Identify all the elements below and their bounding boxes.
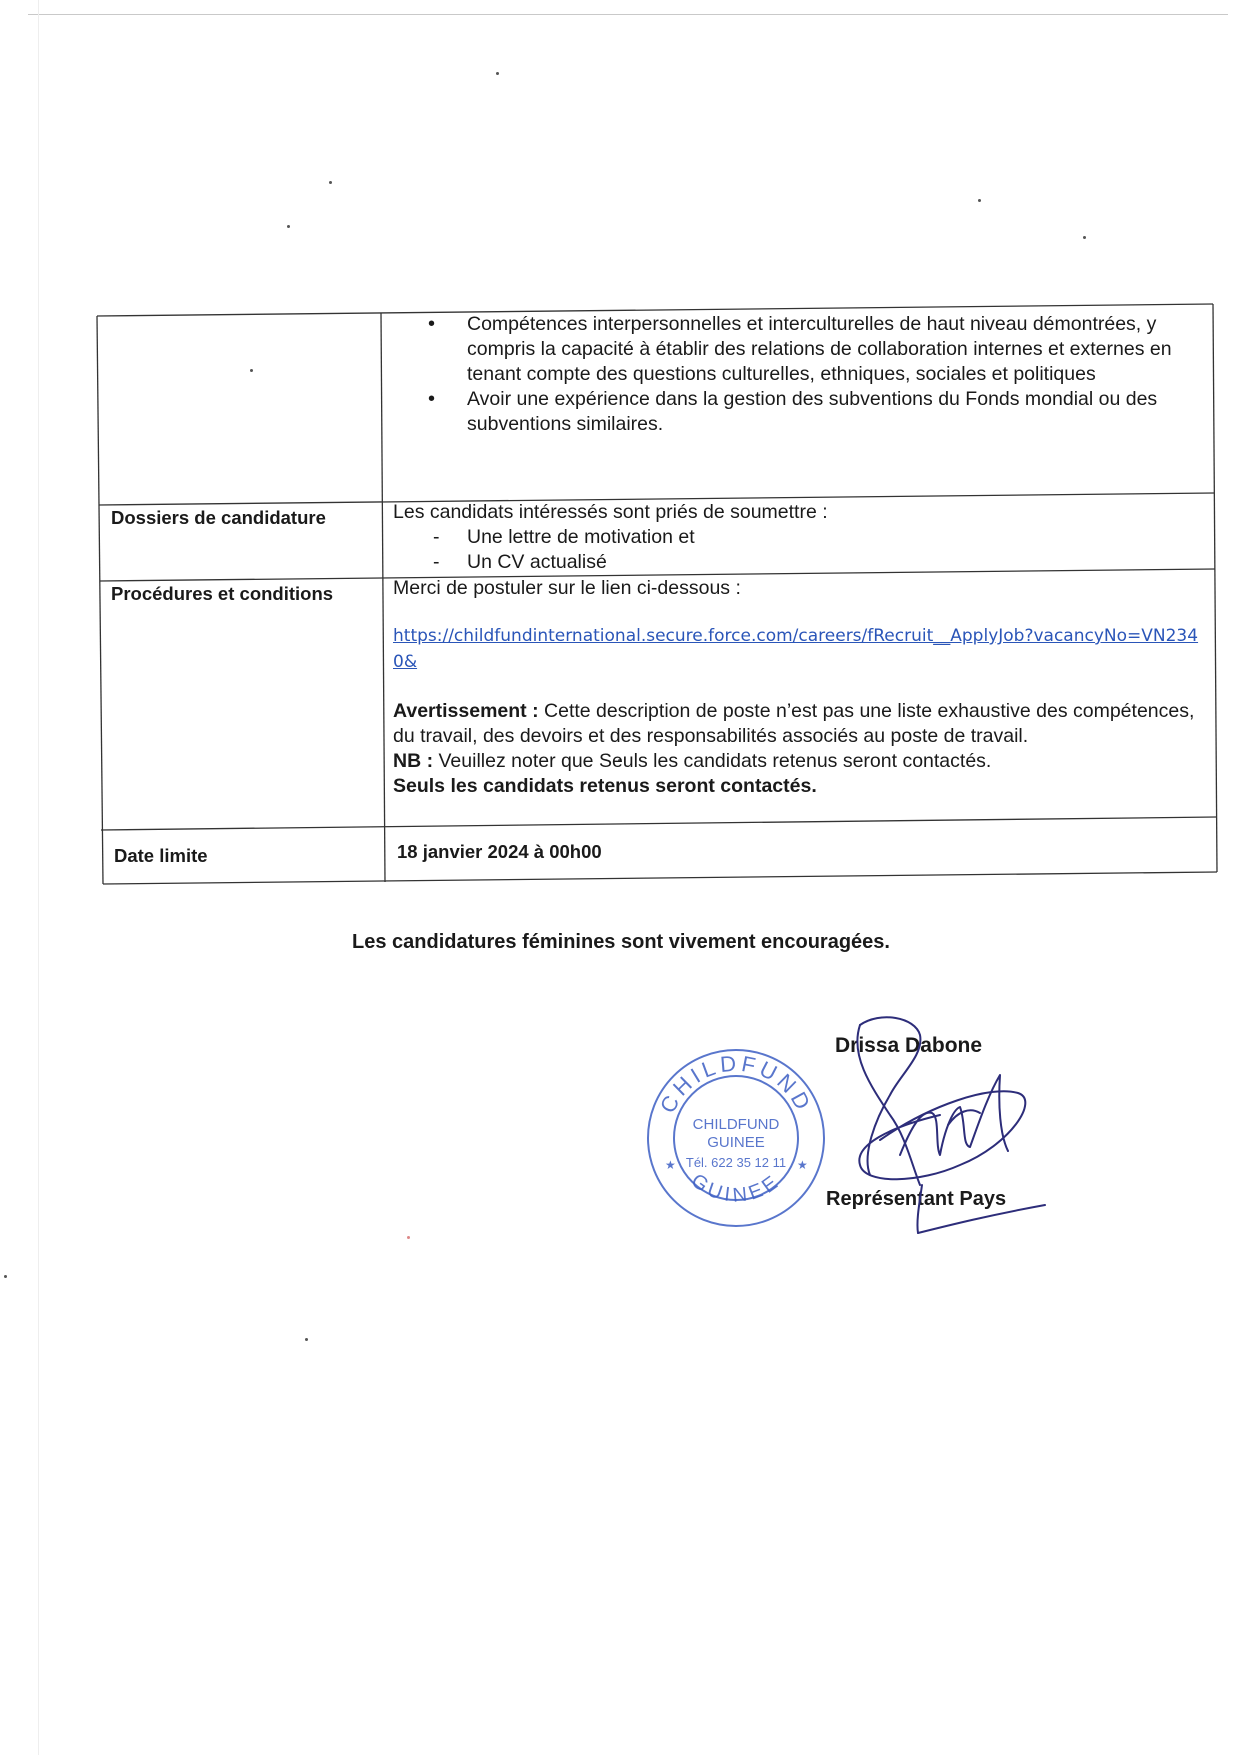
apply-link[interactable]: https://childfundinternational.secure.force.com/careers/fRecruit__ApplyJob?vacancyNo=VN2340& xyxy=(393,626,1199,672)
application-files-label: Dossiers de candidature xyxy=(111,507,326,528)
svg-text:CHILDFUND: CHILDFUND xyxy=(692,1116,780,1133)
closing-statement: Les candidatures féminines sont vivement encouragées. xyxy=(352,931,890,953)
signer-name: Drissa Dabone xyxy=(835,1034,983,1057)
procedures-label: Procédures et conditions xyxy=(111,583,334,604)
deadline-value: 18 janvier 2024 à 00h00 xyxy=(397,841,602,862)
scan-speck xyxy=(329,181,332,184)
application-file-item: - Une lettre de motivation et xyxy=(433,525,1193,550)
nb-paragraph xyxy=(393,749,1203,774)
deadline-label: Date limite xyxy=(114,845,208,866)
svg-text:Tél. 622 35 12 11: Tél. 622 35 12 11 xyxy=(685,1155,787,1170)
childfund-stamp xyxy=(643,1045,829,1231)
scan-speck xyxy=(4,1275,7,1278)
signer-role: Représentant Pays xyxy=(826,1188,1007,1210)
scan-speck xyxy=(1083,236,1086,239)
scan-speck xyxy=(978,199,981,202)
application-file-item: - Un CV actualisé xyxy=(433,550,1193,575)
svg-text:GUINEE: GUINEE xyxy=(687,1169,785,1207)
scan-speck xyxy=(305,1338,308,1341)
warning-paragraph xyxy=(393,699,1203,749)
warning-text: Cette description de poste n’est pas une liste exhaustive des compétences, du travail, des devoirs et des responsabilités associés au poste de travail. xyxy=(393,700,1195,747)
procedures-cell xyxy=(393,576,1203,799)
application-files-cell xyxy=(393,500,1193,575)
nb-label: NB : xyxy=(393,750,434,772)
scan-speck xyxy=(496,72,499,75)
warning-label: Avertissement : xyxy=(393,700,539,722)
page-top-edge xyxy=(28,14,1228,15)
svg-text:★: ★ xyxy=(665,1158,676,1172)
handwritten-signature xyxy=(840,1015,1070,1240)
competency-item: • Compétences interpersonnelles et interculturelles de haut niveau démontrées, y compris la capacité à établir des relations de collaboration internes et externes en tenant compte des questions culturelles, ethniques, sociales et politiques xyxy=(428,312,1208,387)
svg-text:★: ★ xyxy=(797,1158,808,1172)
selected-only-note: Seuls les candidats retenus seront contactés. xyxy=(393,775,817,797)
nb-text: Veuillez noter que Seuls les candidats retenus seront contactés. xyxy=(433,750,992,772)
scan-speck xyxy=(250,369,253,372)
page-left-edge xyxy=(38,0,39,1755)
competencies-cell xyxy=(428,312,1208,437)
competency-item: • Avoir une expérience dans la gestion des subventions du Fonds mondial ou des subventions similaires. xyxy=(428,387,1208,437)
competencies-list xyxy=(428,312,1208,437)
application-files-list xyxy=(393,525,1193,575)
scan-speck xyxy=(287,225,290,228)
application-files-intro: Les candidats intéressés sont priés de soumettre : xyxy=(393,501,828,523)
svg-text:CHILDFUND: CHILDFUND xyxy=(654,1050,818,1118)
scan-speck xyxy=(407,1236,410,1239)
svg-text:GUINEE: GUINEE xyxy=(707,1134,765,1151)
procedures-intro: Merci de postuler sur le lien ci-dessous : xyxy=(393,577,741,599)
